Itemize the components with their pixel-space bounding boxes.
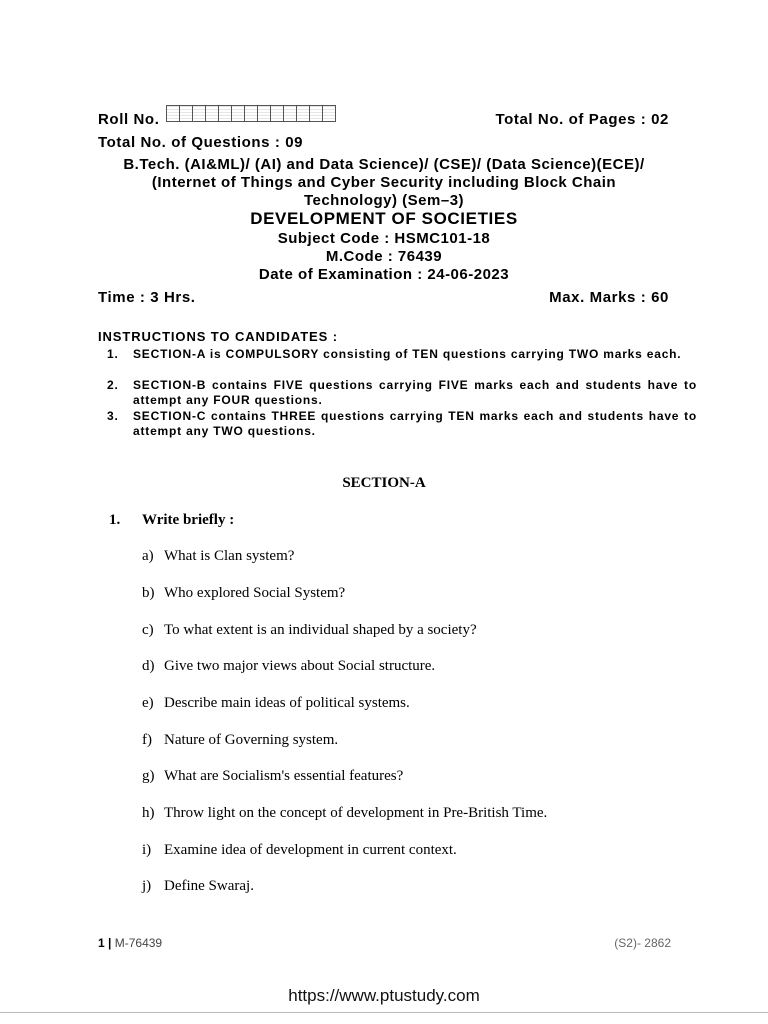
paper-title: DEVELOPMENT OF SOCIETIES: [250, 209, 518, 228]
roll-no-box[interactable]: [231, 105, 245, 122]
instruction-number: 2.: [107, 378, 119, 392]
roll-no-box[interactable]: [257, 105, 271, 122]
instruction-number: 1.: [107, 347, 119, 361]
total-questions: Total No. of Questions : 09: [98, 134, 304, 151]
item-letter: b): [142, 585, 155, 601]
instruction-text: SECTION-A is COMPULSORY consisting of TEN questions carrying TWO marks each.: [133, 347, 682, 361]
item-text: What are Socialism's essential features?: [164, 768, 404, 784]
item-letter: f): [142, 732, 152, 748]
total-pages: Total No. of Pages : 02: [495, 111, 669, 128]
page-number: 1: [98, 936, 105, 950]
page-footer-right: (S2)- 2862: [614, 936, 671, 950]
instruction-item: [107, 378, 697, 408]
instruction-number: 3.: [107, 409, 119, 423]
item-text: Throw light on the concept of development in Pre-British Time.: [164, 805, 548, 821]
item-letter: d): [142, 658, 155, 674]
roll-no-boxes: [166, 105, 335, 122]
item-text: Give two major views about Social structure.: [164, 658, 436, 674]
item-text: Who explored Social System?: [164, 585, 346, 601]
roll-no-box[interactable]: [205, 105, 219, 122]
question-item: [142, 658, 435, 675]
question-item: [142, 622, 477, 639]
instruction-item: [107, 409, 697, 439]
course-line-3: Technology) (Sem–3): [303, 192, 465, 209]
item-letter: e): [142, 695, 154, 711]
item-text: Define Swaraj.: [164, 878, 254, 894]
question-item: [142, 768, 403, 785]
question-item: [142, 805, 547, 822]
question-item: [142, 695, 410, 712]
item-text: Describe main ideas of political systems.: [164, 695, 410, 711]
page-footer-left: [98, 936, 162, 950]
instruction-item: [107, 347, 697, 362]
question-item: [142, 878, 254, 895]
item-text: What is Clan system?: [164, 548, 295, 564]
item-letter: a): [142, 548, 154, 564]
website-url[interactable]: https://www.ptustudy.com: [288, 986, 480, 1005]
roll-no-box[interactable]: [283, 105, 297, 122]
item-text: Examine idea of development in current context.: [164, 842, 457, 858]
roll-no-box[interactable]: [309, 105, 323, 122]
roll-no-box[interactable]: [179, 105, 193, 122]
item-letter: g): [142, 768, 155, 784]
question-item: [142, 732, 338, 749]
roll-no-box[interactable]: [218, 105, 232, 122]
footer-code: M-76439: [114, 936, 163, 950]
question-number: 1.: [109, 512, 121, 528]
roll-no-box[interactable]: [244, 105, 258, 122]
question-item: [142, 842, 457, 859]
item-letter: i): [142, 842, 152, 858]
roll-no-box[interactable]: [322, 105, 336, 122]
roll-no-box[interactable]: [166, 105, 180, 122]
roll-no-box[interactable]: [192, 105, 206, 122]
item-text: Nature of Governing system.: [164, 732, 339, 748]
roll-no-box[interactable]: [270, 105, 284, 122]
item-letter: h): [142, 805, 155, 821]
question-item: [142, 548, 294, 565]
item-text: To what extent is an individual shaped by a society?: [164, 622, 477, 638]
roll-no-label: Roll No.: [98, 111, 160, 128]
time-allowed: Time : 3 Hrs.: [98, 289, 196, 306]
roll-no-box[interactable]: [296, 105, 310, 122]
subject-code: Subject Code : HSMC101-18: [277, 230, 491, 247]
course-line-2: (Internet of Things and Cyber Security including Block Chain: [151, 174, 617, 191]
m-code: M.Code : 76439: [325, 248, 443, 265]
instructions-heading: INSTRUCTIONS TO CANDIDATES :: [98, 329, 338, 344]
instruction-text: SECTION-B contains FIVE questions carrying FIVE marks each and students have to attempt any FOUR questions.: [133, 378, 697, 407]
footer-separator: |: [108, 936, 112, 950]
question-label: Write briefly :: [142, 512, 235, 528]
section-heading: SECTION-A: [342, 475, 426, 491]
item-letter: j): [142, 878, 152, 894]
max-marks: Max. Marks : 60: [549, 289, 669, 306]
item-letter: c): [142, 622, 154, 638]
course-line-1: B.Tech. (AI&ML)/ (AI) and Data Science)/ (CSE)/ (Data Science)(ECE)/: [123, 156, 645, 173]
question-item: [142, 585, 345, 602]
exam-date: Date of Examination : 24-06-2023: [258, 266, 510, 283]
bottom-divider: [0, 1012, 768, 1013]
instruction-text: SECTION-C contains THREE questions carrying TEN marks each and students have to attempt any TWO questions.: [133, 409, 697, 438]
